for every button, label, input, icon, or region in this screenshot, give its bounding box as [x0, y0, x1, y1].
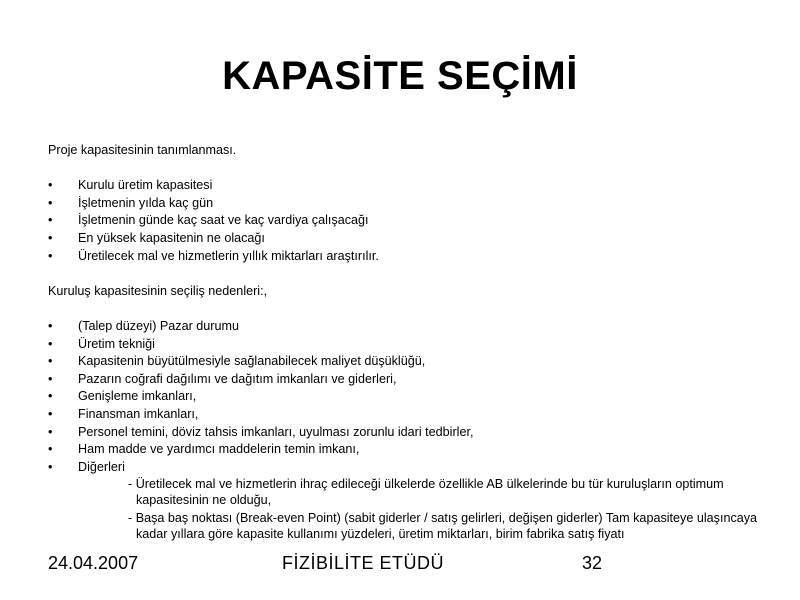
bullet-icon: •	[48, 371, 53, 386]
sub-item: - Üretilecek mal ve hizmetlerin ihraç edileceği ülkelerde özellikle AB ülkelerinde bu tür kuruluşların optimum kapasitesinin ne olduğu,	[128, 477, 724, 508]
list-item	[48, 248, 768, 266]
list-item-text: En yüksek kapasitenin ne olacağı	[78, 230, 265, 245]
list-item-text: (Talep düzeyi) Pazar durumu	[78, 318, 239, 333]
section-heading: Kuruluş kapasitesinin seçiliş nedenleri:,	[48, 283, 268, 298]
list-item-text: Personel temini, döviz tahsis imkanları, uyulması zorunlu idari tedbirler,	[78, 424, 474, 439]
list-item-text: İşletmenin yılda kaç gün	[78, 195, 214, 210]
slide-title: KAPASİTE SEÇİMİ	[222, 54, 578, 98]
bullet-icon: •	[48, 195, 53, 210]
slide-body	[48, 142, 768, 542]
bullet-icon: •	[48, 406, 53, 421]
list-item	[48, 318, 768, 336]
spacer	[48, 265, 768, 283]
bullet-icon: •	[48, 230, 53, 245]
spacer	[48, 300, 768, 318]
footer-date: 24.04.2007	[48, 553, 139, 573]
bullet-icon: •	[48, 178, 53, 193]
capacity-reasons-list	[48, 318, 768, 476]
page-number: 32	[582, 553, 603, 573]
bullet-icon: •	[48, 336, 53, 351]
list-item	[48, 459, 768, 477]
bullet-icon: •	[48, 424, 53, 439]
list-item	[48, 177, 768, 195]
list-item	[48, 424, 768, 442]
list-item	[48, 212, 768, 230]
list-item	[48, 353, 768, 371]
list-item	[48, 336, 768, 354]
bullet-icon: •	[48, 354, 53, 369]
bullet-icon: •	[48, 213, 53, 228]
list-item	[48, 406, 768, 424]
list-item-text: Ham madde ve yardımcı maddelerin temin imkanı,	[78, 442, 360, 457]
list-item-text: Finansman imkanları,	[78, 406, 199, 421]
list-item	[48, 195, 768, 213]
list-item-text: Genişleme imkanları,	[78, 389, 197, 404]
list-item	[48, 388, 768, 406]
list-item-text: Üretim tekniği	[78, 336, 155, 351]
list-item-text: İşletmenin günde kaç saat ve kaç vardiya çalışacağı	[78, 213, 369, 228]
list-item-text: Üretilecek mal ve hizmetlerin yıllık miktarları araştırılır.	[78, 248, 379, 263]
list-item-text: Kapasitenin büyütülmesiyle sağlanabilecek maliyet düşüklüğü,	[78, 354, 426, 369]
bullet-icon: •	[48, 248, 53, 263]
intro-text: Proje kapasitesinin tanımlanması.	[48, 143, 237, 157]
sub-item: - Başa baş noktası (Break-even Point) (sabit giderler / satış gelirleri, değişen giderler) Tam kapasiteye ulaşıncaya kadar yıllara göre kapasite kullanımı yüzdeleri, üretim miktarları, birim fabrika satış fiyatı	[128, 510, 758, 541]
list-item	[48, 230, 768, 248]
bullet-icon: •	[48, 459, 53, 474]
list-item-text: Kurulu üretim kapasitesi	[78, 178, 213, 193]
spacer	[48, 160, 768, 178]
bullet-icon: •	[48, 318, 53, 333]
capacity-definition-list	[48, 177, 768, 265]
list-item	[48, 371, 768, 389]
list-item-text: Pazarın coğrafi dağılımı ve dağıtım imkanları ve giderleri,	[78, 371, 397, 386]
list-item	[48, 441, 768, 459]
bullet-icon: •	[48, 442, 53, 457]
footer-title: FİZİBİLİTE ETÜDÜ	[282, 553, 445, 573]
bullet-icon: •	[48, 389, 53, 404]
list-item-text: Diğerleri	[78, 459, 125, 474]
